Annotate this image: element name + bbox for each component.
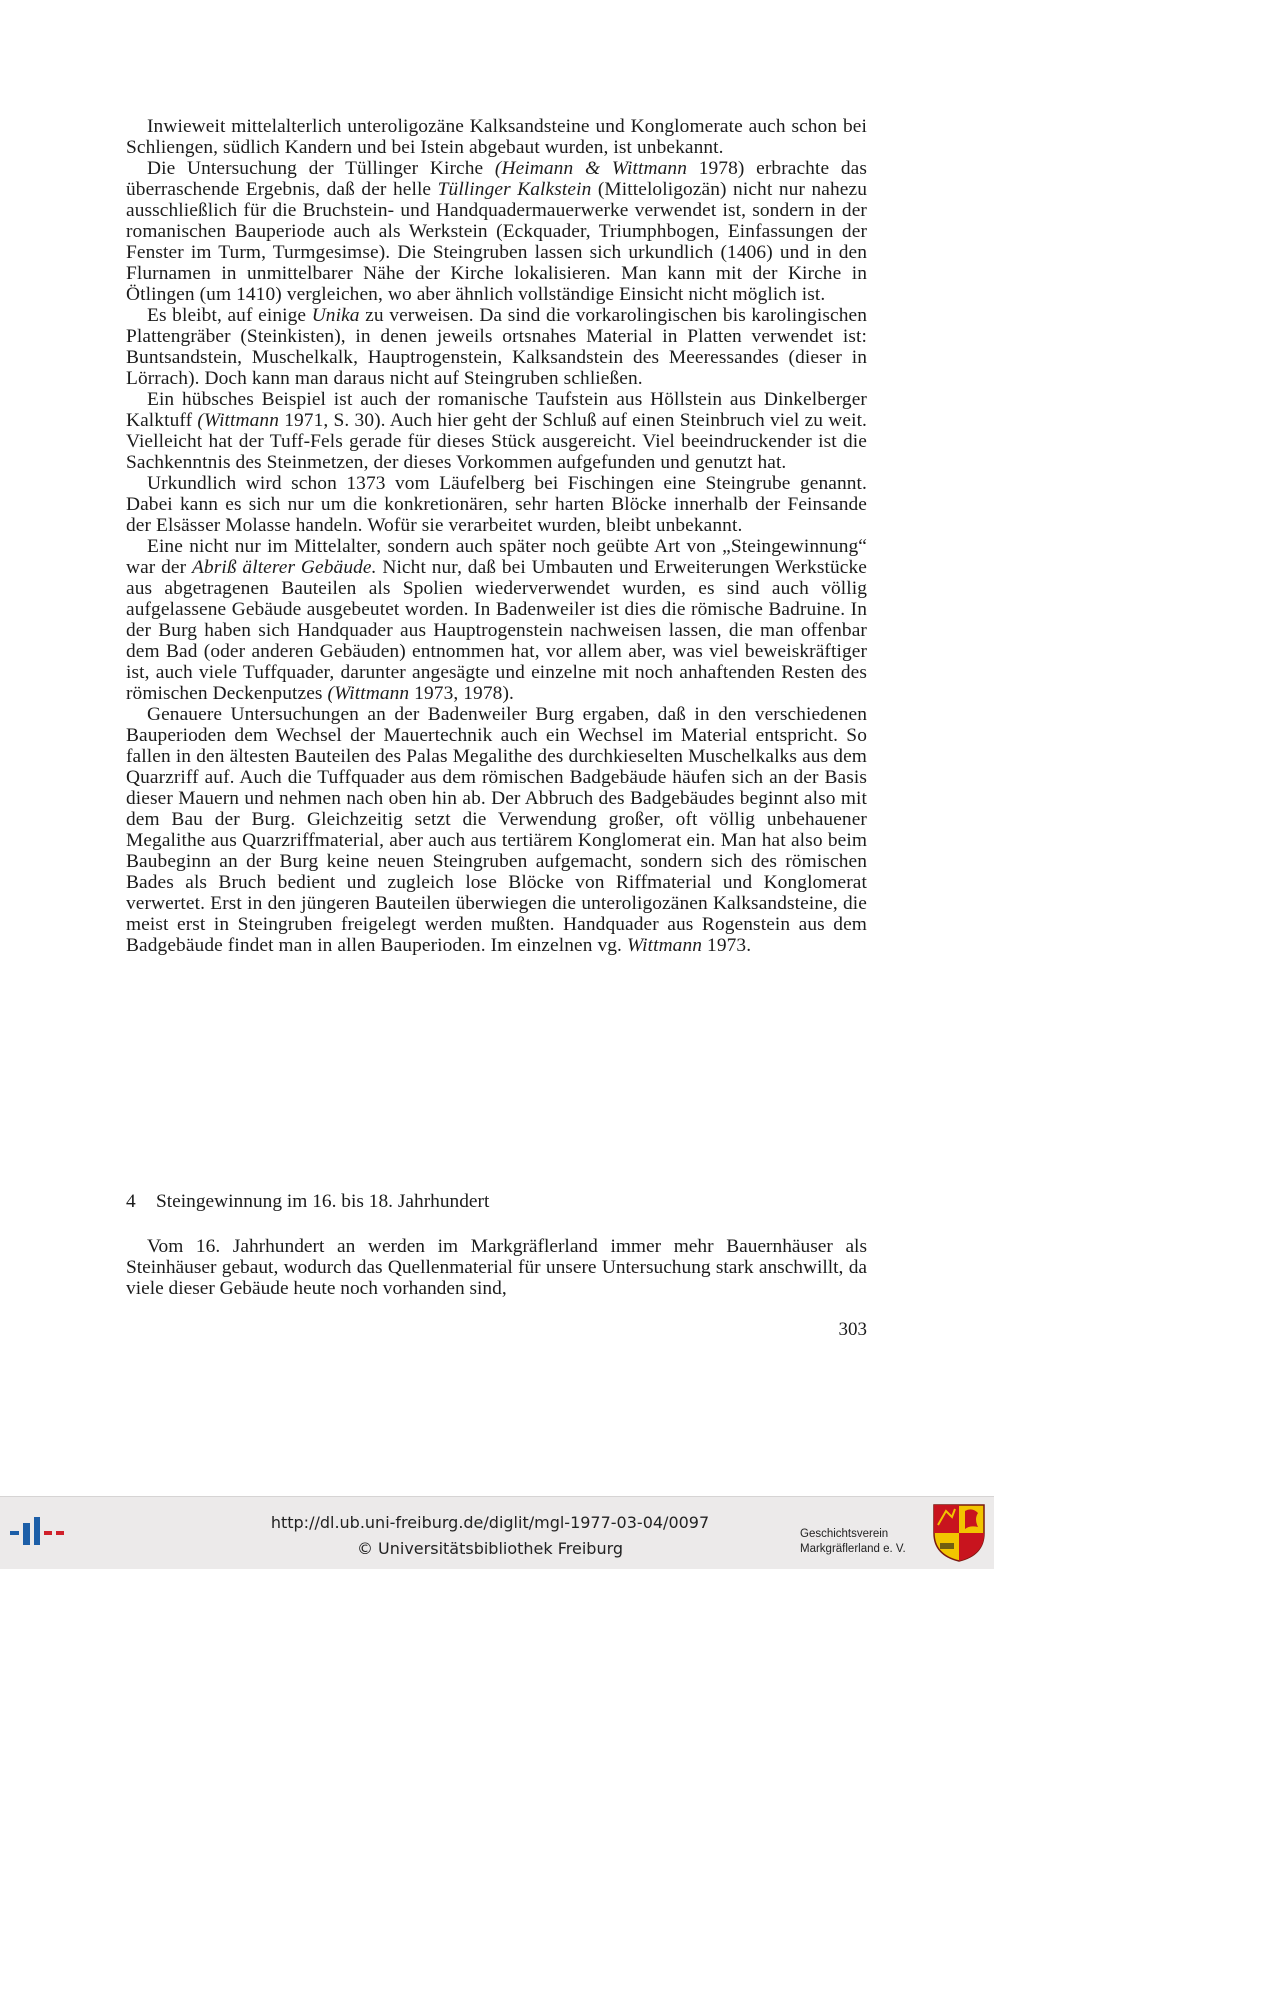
italic-citation: Unika: [311, 305, 360, 326]
continuation-text: [126, 1236, 867, 1299]
text-run: 1978) erbrachte das überraschende Ergebnis, daß der helle: [126, 158, 868, 200]
coat-of-arms-icon: [932, 1503, 986, 1563]
section-number: 4: [126, 1191, 136, 1212]
text-run: Ein hübsches Beispiel ist auch der romanische Taufstein aus Höllstein aus Dinkelberger Kalktuff: [126, 389, 867, 431]
text-run: Die Untersuchung der Tüllinger Kirche: [147, 158, 495, 179]
text-run: Nicht nur, daß bei Umbauten und Erweiterungen Werkstücke aus abgetragenen Bauteilen als Spolien wiederverwendet wurden, es sind auch völlig aufgelassene Gebäude ausgebeutet worden. In Badenweiler ist dies die römische Badruine. In der Burg haben sich Handquader aus Hauptrogenstein nachweisen lassen, die man offenbar dem Bad (oder anderen Gebäuden) entnommen hat, vor allem aber, was viel beweiskräftiger ist, auch viele Tuffquader, darunter angesägte und einzelne mit noch anhaftenden Resten des römischen Deckenputzes: [126, 557, 867, 704]
society-name-line1: Geschichtsverein: [800, 1528, 889, 1540]
section-heading: [126, 1191, 867, 1213]
footer-copyright: © Universitätsbibliothek Freiburg: [356, 1539, 624, 1558]
paragraph: [126, 389, 867, 473]
italic-citation: Abriß älterer Gebäude.: [191, 557, 377, 578]
text-run: 1973, 1978).: [409, 683, 514, 704]
paragraph: [126, 473, 867, 536]
footer-bar: [0, 1496, 994, 1569]
italic-citation: (Wittmann: [327, 683, 410, 704]
text-run: Genauere Untersuchungen an der Badenweiler Burg ergaben, daß in den verschiedenen Bauperioden dem Wechsel der Mauertechnik auch ein Wechsel im Material entspricht. So fallen in den ältesten Bauteilen des Palas Megalithe des durchkieselten Muschelkalks aus dem Quarzriff auf. Auch die Tuffquader aus dem römischen Badgebäude häufen sich an der Basis dieser Mauern und nehmen nach oben hin ab. Der Abbruch des Badgebäudes beginnt also mit dem Bau der Burg. Gleichzeitig setzt die Verwendung großer, oft völlig unbehauener Megalithe aus Quarzriffmaterial, aber auch aus tertiärem Konglomerat ein. Man hat also beim Baubeginn an der Burg keine neuen Steingruben aufgemacht, sondern sich des römischen Bades als Bruch bedient und zugleich lose Blöcke von Riffmaterial und Konglomerat verwertet. Erst in den jüngeren Bauteilen überwiegen die unteroligozänen Kalksandsteine, die meist erst in Steingruben freigelegt werden mußten. Handquader aus Rogenstein aus dem Badgebäude findet man in allen Bauperioden. Im einzelnen vg.: [126, 704, 867, 956]
paragraph: [126, 704, 867, 956]
text-run: 1973.: [702, 935, 752, 956]
italic-citation: (Heimann & Wittmann: [494, 158, 687, 179]
paragraph: Vom 16. Jahrhundert an werden im Markgräflerland immer mehr Bauernhäuser als Steinhäuser gebaut, wodurch das Quellenmaterial für unsere Untersuchung stark anschwillt, da viele dieser Gebäude heute noch vorhanden sind,: [126, 1236, 867, 1299]
text-run: (Mitteloligozän) nicht nur nahezu ausschließlich für die Bruchstein- und Handquadermauerwerke verwendet ist, sondern in der romanischen Bauperiode auch als Werkstein (Eckquader, Triumphbogen, Einfassungen der Fenster im Turm, Turmgesimse). Die Steingruben lassen sich urkundlich (1406) und in den Flurnamen in unmittelbarer Nähe der Kirche lokalisieren. Man kann mit der Kirche in Ötlingen (um 1410) vergleichen, wo aber ähnlich vollständige Einsicht nicht möglich ist.: [126, 179, 867, 305]
text-run: Urkundlich wird schon 1373 vom Läufelberg bei Fischingen eine Steingrube genannt. Dabei kann es sich nur um die konkretionären, sehr harten Blöcke innerhalb der Feinsande der Elsässer Molasse handeln. Wofür sie verarbeitet wurden, bleibt unbekannt.: [126, 473, 867, 536]
paragraph: [126, 305, 867, 389]
paragraph: [126, 116, 867, 158]
text-run: Inwieweit mittelalterlich unteroligozäne Kalksandsteine und Konglomerate auch schon bei Schliengen, südlich Kandern und bei Istein abgebaut wurden, ist unbekannt.: [126, 116, 867, 158]
body-text: [126, 116, 867, 956]
section-title: Steingewinnung im 16. bis 18. Jahrhundert: [156, 1191, 490, 1212]
text-run: 1971, S. 30). Auch hier geht der Schluß auf einen Steinbruch viel zu weit. Vielleicht hat der Tuff-Fels gerade für dieses Stück ausgereicht. Viel beeindruckender ist die Sachkenntnis des Steinmetzen, der dieses Vorkommen aufgefunden und genutzt hat.: [126, 410, 868, 473]
paragraph: [126, 158, 867, 305]
italic-citation: Tüllinger Kalkstein: [437, 179, 592, 200]
italic-citation: Wittmann: [626, 935, 703, 956]
society-name: [800, 1527, 930, 1557]
italic-citation: (Wittmann: [197, 410, 280, 431]
text-run: Es bleibt, auf einige: [147, 305, 312, 326]
text-run: Eine nicht nur im Mittelalter, sondern auch später noch geübte Art von „Steingewinnung“ war der: [126, 536, 867, 578]
page-number: 303: [838, 1319, 867, 1340]
footer-url-link[interactable]: http://dl.ub.uni-freiburg.de/diglit/mgl-1977-03-04/0097: [270, 1513, 710, 1532]
society-name-line2: Markgräflerland e. V.: [800, 1543, 906, 1555]
paragraph: [126, 536, 867, 704]
text-run: zu verweisen. Da sind die vorkarolingischen bis karolingischen Plattengräber (Steinkisten), in denen jeweils ortsnahes Material in Platten verwendet ist: Buntsandstein, Muschelkalk, Hauptrogenstein, Kalksandstein des Meeressandes (dieser in Lörrach). Doch kann man daraus nicht auf Steingruben schließen.: [126, 305, 867, 389]
library-logo-icon: [10, 1515, 66, 1551]
